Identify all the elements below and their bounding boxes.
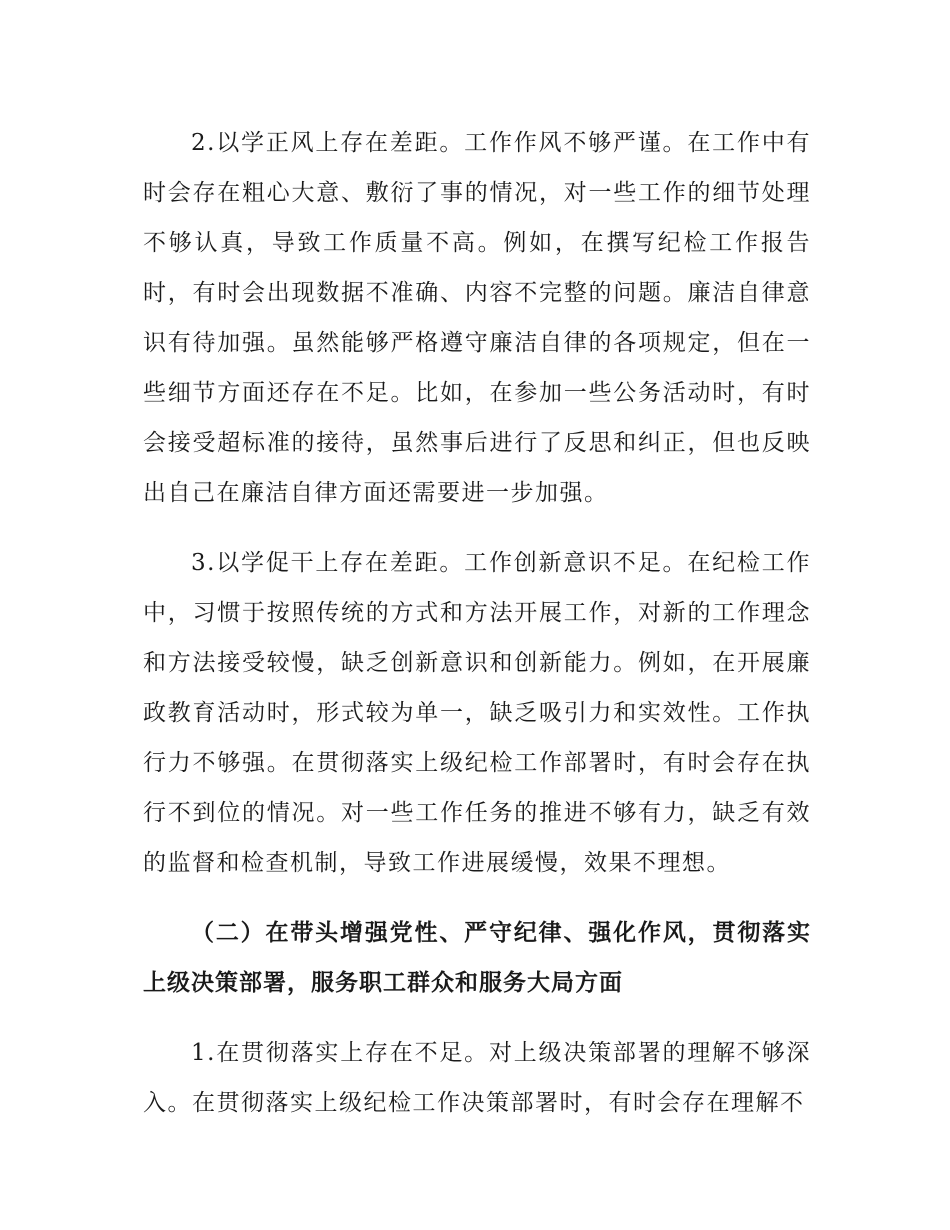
paragraph-item-1: 1.在贯彻落实上存在不足。对上级决策部署的理解不够深入。在贯彻落实上级纪检工作决策部署时，有时会存在理解不 bbox=[143, 1040, 811, 1116]
paragraph-item-3: 3.以学促干上存在差距。工作创新意识不足。在纪检工作中，习惯于按照传统的方式和方法开展工作，对新的工作理念和方法接受较慢，缺乏创新意识和创新能力。例如，在开展廉政教育活动时，形式较为单一，缺乏吸引力和实效性。工作执行力不够强。在贯彻落实上级纪检工作部署时，有时会存在执行不到位的情况。对一些工作任务的推进不够有力，缺乏有效的监督和检查机制，导致工作进展缓慢，效果不理想。 bbox=[143, 550, 811, 876]
document-body bbox=[143, 118, 811, 1148]
paragraph-item-2: 2.以学正风上存在差距。工作作风不够严谨。在工作中有时会存在粗心大意、敷衍了事的情况，对一些工作的细节处理不够认真，导致工作质量不高。例如，在撰写纪检工作报告时，有时会出现数据不准确、内容不完整的问题。廉洁自律意识有待加强。虽然能够严格遵守廉洁自律的各项规定，但在一些细节方面还存在不足。比如，在参加一些公务活动时，有时会接受超标准的接待，虽然事后进行了反思和纠正，但也反映出自己在廉洁自律方面还需要进一步加强。 bbox=[143, 130, 811, 506]
section-heading: （二）在带头增强党性、严守纪律、强化作风，贯彻落实上级决策部署，服务职工群众和服务大局方面 bbox=[143, 920, 811, 996]
